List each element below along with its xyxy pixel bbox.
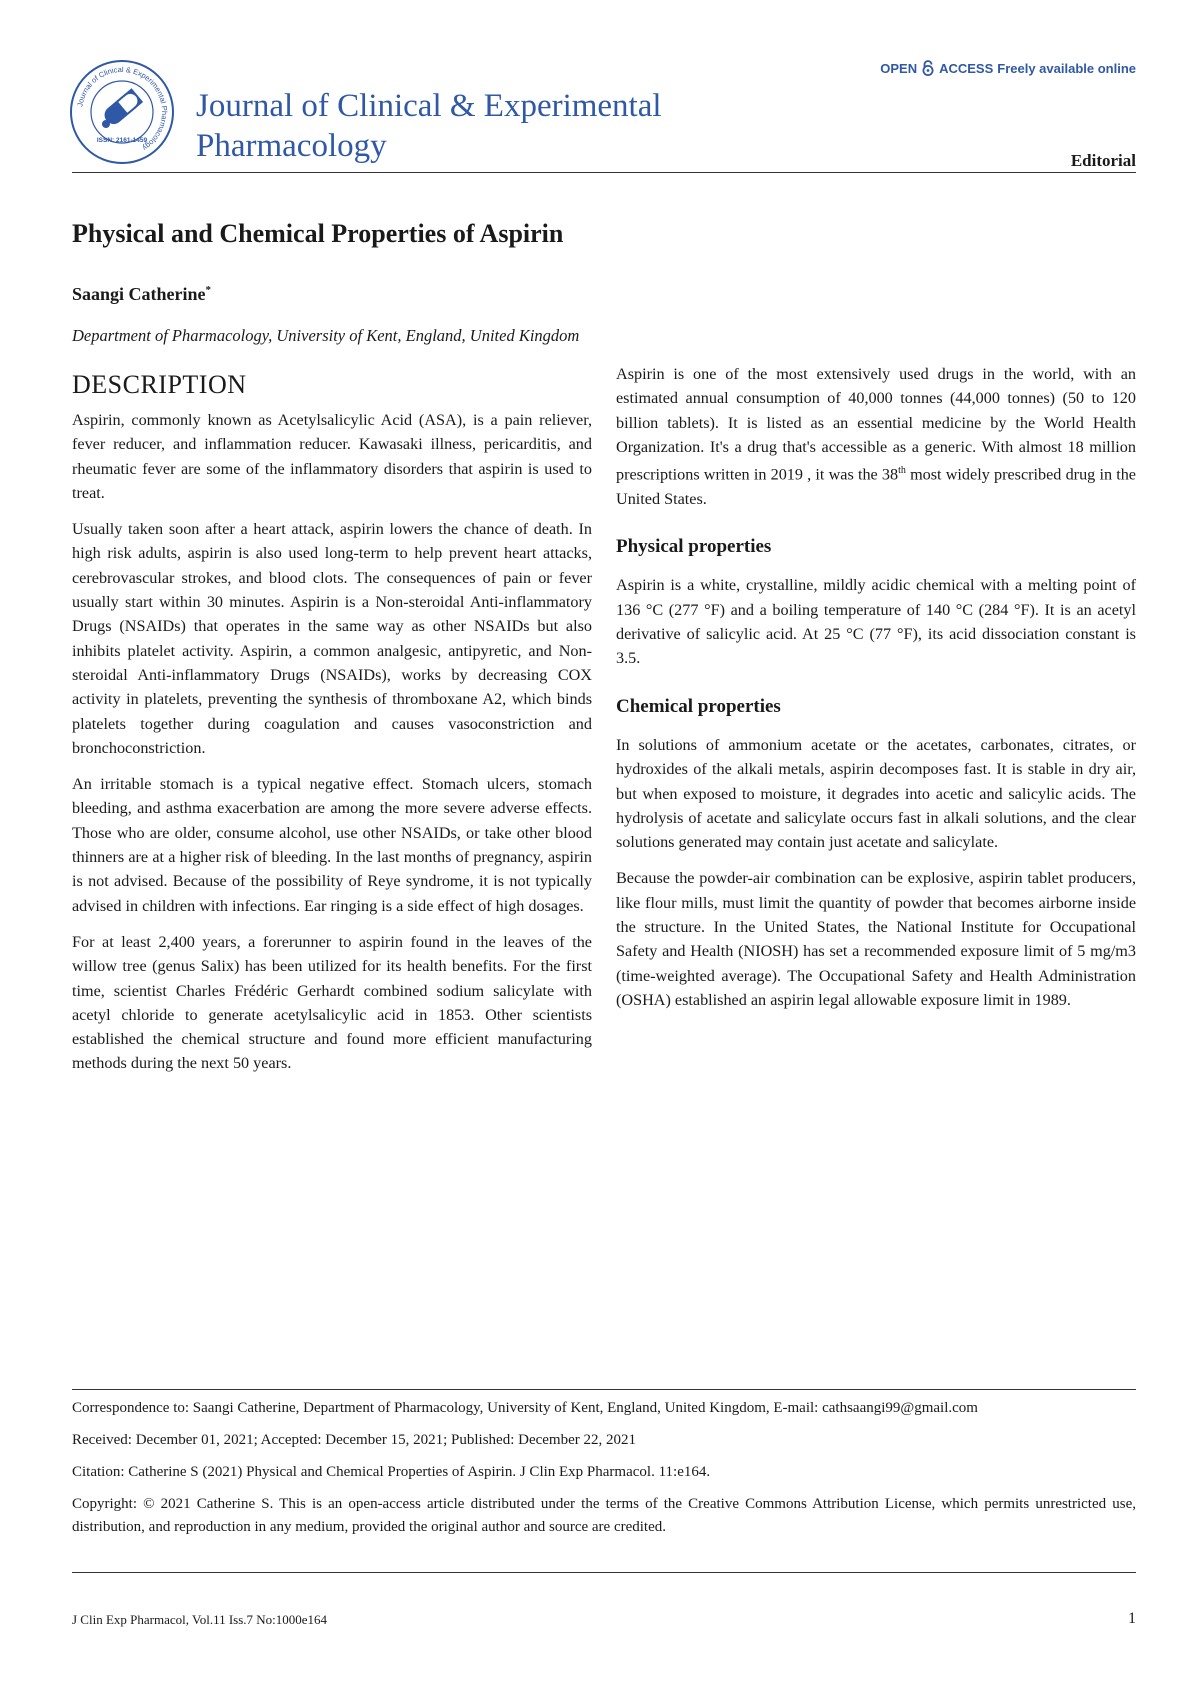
- logo-issn: ISSN: 2161-1459: [96, 137, 148, 144]
- journal-seal-icon: [68, 58, 176, 166]
- paragraph: In solutions of ammonium acetate or the acetates, carbonates, citrates, or hydroxides of the alkali metals, aspirin decomposes fast. It is stable in dry air, but when exposed to moisture, it degrades into acetic and salicylic acids. The hydrolysis of acetate and salicylate occurs fast in alkali solutions, and the clear solutions generated may contain just acetate and salicylate.: [616, 735, 1136, 852]
- footnotes: [72, 1397, 1136, 1548]
- paragraph-text: most widely prescribed drug in the United States.: [616, 465, 1136, 508]
- affiliation: Department of Pharmacology, University of Kent, England, United Kingdom: [72, 326, 580, 345]
- header-divider: [72, 172, 1136, 173]
- author-name-text: Saangi Catherine: [72, 284, 206, 304]
- paragraph: Because the powder-air combination can be explosive, aspirin tablet producers, like flour mills, must limit the quantity of powder that becomes airborne inside the structure. In the United States, the National Institute for Occupational Safety and Health (NIOSH) has set a recommended exposure limit of 5 mg/m3 (time-weighted average). The Occupational Safety and Health Administration (OSHA) established an aspirin legal allowable exposure limit in 1989.: [616, 869, 1136, 1009]
- journal-title-line2: Pharmacology: [196, 128, 387, 164]
- page-number: 1: [1128, 1610, 1136, 1627]
- subheading-physical-properties: Physical properties: [616, 536, 772, 558]
- journal-title-line1: Journal of Clinical & Experimental: [196, 88, 662, 124]
- article-title: Physical and Chemical Properties of Aspirin: [72, 219, 564, 248]
- copyright: Copyright: © 2021 Catherine S. This is an open-access article distributed under the terms of the Creative Commons Attribution License, which permits unrestricted use, distribution, and reproduction in any medium, provided the original author and source are credited.: [72, 1496, 1136, 1535]
- correspondence: Correspondence to: Saangi Catherine, Department of Pharmacology, University of Kent, England, United Kingdom, E-mail: cathsaangi99@gmail.com: [72, 1400, 978, 1416]
- footnote-divider-bottom: [72, 1572, 1136, 1573]
- subheading-chemical-properties: Chemical properties: [616, 695, 781, 717]
- footnote-divider-top: [72, 1389, 1136, 1390]
- access-label: ACCESS: [939, 60, 994, 76]
- ordinal-suffix: th: [898, 465, 906, 477]
- right-column: [616, 362, 1136, 1024]
- running-footer: J Clin Exp Pharmacol, Vol.11 Iss.7 No:1000e164: [72, 1612, 328, 1627]
- open-access-badge[interactable]: [880, 60, 1136, 76]
- freely-available-label: Freely available online: [997, 60, 1136, 76]
- paragraph: [616, 362, 1136, 511]
- article-dates: Received: December 01, 2021; Accepted: December 15, 2021; Published: December 22, 2021: [72, 1432, 636, 1448]
- paragraph: Aspirin, commonly known as Acetylsalicylic Acid (ASA), is a pain reliever, fever reducer, and inflammation reducer. Kawasaki illness, pericarditis, and rheumatic fever are some of the inflammatory disorders that aspirin is used to treat.: [72, 411, 592, 502]
- left-column: [72, 408, 592, 1088]
- logo-ring-text: Journal of Clinical & Experimental Pharmacology: [75, 64, 170, 153]
- author-name: [72, 284, 211, 305]
- journal-title[interactable]: [196, 86, 796, 166]
- paragraph: Usually taken soon after a heart attack, aspirin lowers the chance of death. In high risk adults, aspirin is also used long-term to help prevent heart attacks, cerebrovascular strokes, and blood clots. The consequences of pain or fever usually start within 30 minutes. Aspirin is a Non-steroidal Anti-inflammatory Drugs (NSAIDs) that operates in the same way as other NSAIDs but also inhibits platelet activity. Aspirin, a common analgesic, antipyretic, and Non-steroidal Anti-inflammatory Drugs (NSAIDs), works by decreasing COX activity in platelets, preventing the synthesis of thromboxane A2, which binds platelets together during coagulation and causes vasoconstriction and bronchoconstriction.: [72, 520, 592, 757]
- open-lock-icon: [921, 60, 935, 76]
- article-type: Editorial: [1070, 151, 1136, 170]
- corresponding-mark: *: [205, 284, 212, 296]
- paragraph: Aspirin is a white, crystalline, mildly acidic chemical with a melting point of 136 °C (277 °F) and a boiling temperature of 140 °C (284 °F). It is an acetyl derivative of salicylic acid. At 25 °C (77 °F), its acid dissociation constant is 3.5.: [616, 576, 1136, 668]
- open-label: OPEN: [880, 60, 918, 76]
- paragraph: An irritable stomach is a typical negative effect. Stomach ulcers, stomach bleeding, and asthma exacerbation are among the more severe adverse effects. Those who are older, consume alcohol, use other NSAIDs, or take other blood thinners are at a higher risk of bleeding. In the last months of pregnancy, aspirin is not advised. Because of the possibility of Reye syndrome, it is not typically advised in children with infections. Ear ringing is a side effect of high dosages.: [72, 775, 592, 915]
- paragraph-text: Aspirin is one of the most extensively used drugs in the world, with an estimated annual consumption of 40,000 tonnes (44,000 tonnes) (50 to 120 billion tablets). It is listed as an essential medicine by the World Health Organization. It's a drug that's accessible as a generic. With almost 18 million prescriptions written in 2019 , it was the 38: [616, 365, 1136, 484]
- citation: Citation: Catherine S (2021) Physical and Chemical Properties of Aspirin. J Clin Exp Pharmacol. 11:e164.: [72, 1464, 711, 1480]
- paragraph: For at least 2,400 years, a forerunner to aspirin found in the leaves of the willow tree (genus Salix) has been utilized for its health benefits. For the first time, scientist Charles Frédéric Gerhardt combined sodium salicylate with acetyl chloride to generate acetylsalicylic acid in 1853. Other scientists established the chemical structure and found more efficient manufacturing methods during the next 50 years.: [72, 932, 592, 1073]
- section-heading-description: DESCRIPTION: [72, 370, 247, 399]
